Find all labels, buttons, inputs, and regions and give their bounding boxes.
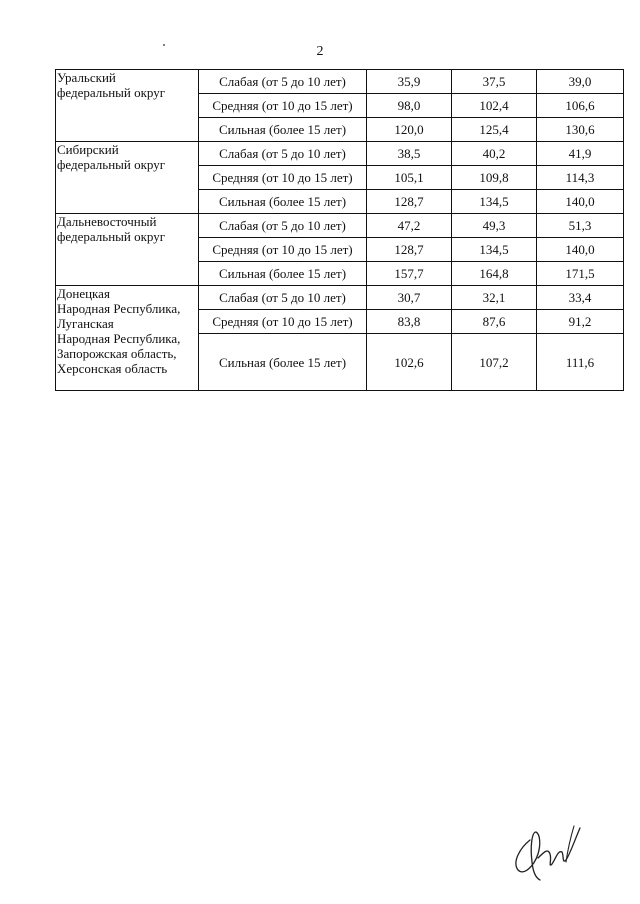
value-cell: 134,5 [452,238,537,262]
table-body [56,70,624,391]
value-cell: 51,3 [537,214,624,238]
data-table [55,69,624,391]
value-cell: 130,6 [537,118,624,142]
table-row [56,214,624,238]
value-cell: 32,1 [452,286,537,310]
value-cell: 140,0 [537,190,624,214]
strength-cell: Средняя (от 10 до 15 лет) [199,166,367,190]
strength-cell: Сильная (более 15 лет) [199,262,367,286]
value-cell: 37,5 [452,70,537,94]
region-name-cell [56,142,199,214]
region-name-line: Дальневосточный [57,214,157,229]
value-cell: 41,9 [537,142,624,166]
value-cell: 91,2 [537,310,624,334]
value-cell: 49,3 [452,214,537,238]
page-number: 2 [316,44,324,59]
value-cell: 47,2 [367,214,452,238]
table-row [56,70,624,94]
region-name-line: Луганская [57,316,114,331]
region-name-line: Уральский [57,70,116,85]
value-cell: 30,7 [367,286,452,310]
region-name-cell [56,70,199,142]
value-cell: 128,7 [367,238,452,262]
value-cell: 164,8 [452,262,537,286]
region-name-line: федеральный округ [57,85,166,100]
strength-cell: Сильная (более 15 лет) [199,118,367,142]
value-cell: 33,4 [537,286,624,310]
value-cell: 128,7 [367,190,452,214]
strength-cell: Слабая (от 5 до 10 лет) [199,286,367,310]
table-row [56,142,624,166]
value-cell: 125,4 [452,118,537,142]
strength-cell: Слабая (от 5 до 10 лет) [199,214,367,238]
region-name-line: федеральный округ [57,229,166,244]
value-cell: 102,4 [452,94,537,118]
region-name-line: федеральный округ [57,157,166,172]
value-cell: 171,5 [537,262,624,286]
value-cell: 111,6 [537,334,624,391]
value-cell: 102,6 [367,334,452,391]
region-name-line: Народная Республика, [57,331,181,346]
value-cell: 157,7 [367,262,452,286]
region-name-line: Сибирский [57,142,119,157]
region-name-cell [56,214,199,286]
value-cell: 38,5 [367,142,452,166]
value-cell: 134,5 [452,190,537,214]
value-cell: 120,0 [367,118,452,142]
value-cell: 140,0 [537,238,624,262]
region-name-line: Запорожская область, [57,346,177,361]
value-cell: 106,6 [537,94,624,118]
handwritten-signature [508,818,588,888]
strength-cell: Слабая (от 5 до 10 лет) [199,70,367,94]
value-cell: 83,8 [367,310,452,334]
value-cell: 40,2 [452,142,537,166]
value-cell: 39,0 [537,70,624,94]
strength-cell: Сильная (более 15 лет) [199,190,367,214]
value-cell: 107,2 [452,334,537,391]
region-name-line: Народная Республика, [57,301,181,316]
value-cell: 105,1 [367,166,452,190]
value-cell: 35,9 [367,70,452,94]
scan-speck [163,44,165,46]
region-name-line: Херсонская область [57,361,168,376]
value-cell: 114,3 [537,166,624,190]
strength-cell: Сильная (более 15 лет) [199,334,367,391]
region-name-cell [56,286,199,391]
strength-cell: Средняя (от 10 до 15 лет) [199,94,367,118]
table-row [56,286,624,310]
strength-cell: Средняя (от 10 до 15 лет) [199,310,367,334]
value-cell: 109,8 [452,166,537,190]
value-cell: 87,6 [452,310,537,334]
value-cell: 98,0 [367,94,452,118]
strength-cell: Слабая (от 5 до 10 лет) [199,142,367,166]
region-name-line: Донецкая [57,286,110,301]
strength-cell: Средняя (от 10 до 15 лет) [199,238,367,262]
